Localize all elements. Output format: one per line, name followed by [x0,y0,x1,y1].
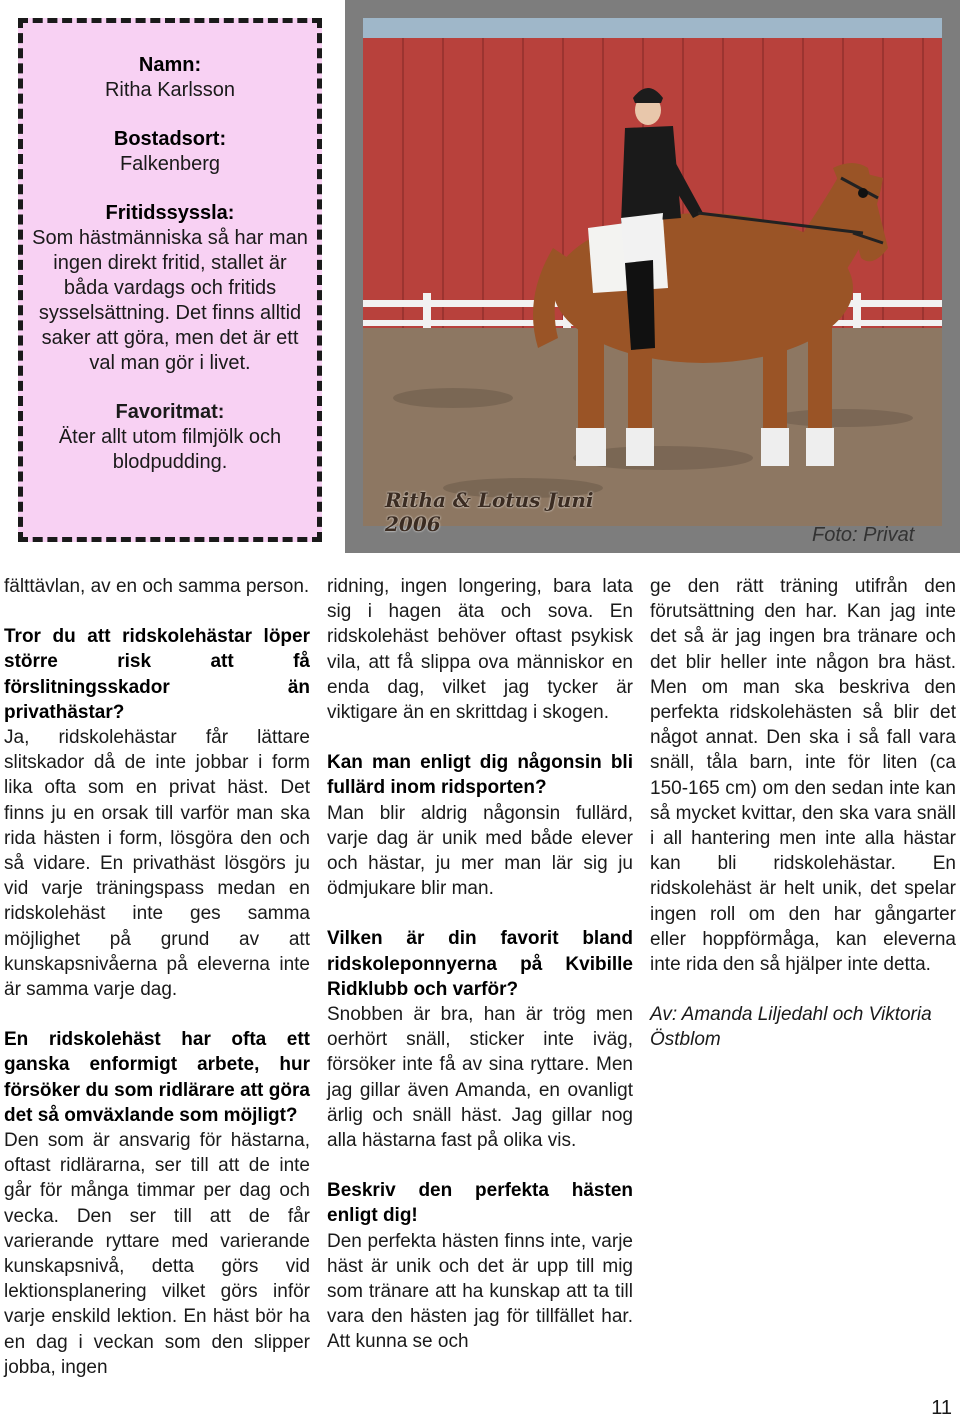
col3-text: ge den rätt träning utifrån den förutsättning den har. Kan jag inte det så är jag ingen bra tränare och det blir heller inte någon bra häst. Men om man ska beskriva den perfekta ridskolehästen så blir det något annat. Den ska i så fall vara snäll, tåla barn, inte för liten (ca 150-165 cm) om den sedan inte kan så mycket kvittar, den ska vara snäll i all hantering men inte alla hästar kan bli ridskolehästar. En ridskolehäst är helt unik, det spelar ingen roll om den har gångarter eller hoppförmåga, kan eleverna inte rida den så hjälper inte detta. [650,576,956,976]
residence-label: Bostadsort: [113,128,227,150]
name-label: Namn: [138,54,202,76]
article-column-3 [650,574,956,1053]
col2-question-3: Beskriv den perfekta hästen enligt dig! [327,1180,633,1227]
profile-hobby [23,201,317,376]
residence-value: Falkenberg [119,153,221,175]
col1-question-2: En ridskolehäst har ofta ett ganska enformigt arbete, hur försöker du som ridlärare att göra det så omväxlande som möjligt? [4,1029,310,1126]
profile-name [23,53,317,103]
page-number: 11 [931,1397,952,1419]
col1-answer-1: Ja, ridskolehästar får lättare slitskador då de inte jobbar i form lika ofta som en privat häst. Det finns ju en orsak till varför man ska rida hästen i form, lösgöra den och så vidare. En privathäst lösgörs ju vid varje träningspass medan en ridskolehäst inte ges samma möjlighet på grund av att kunskapsnivåerna på eleverna inte är samma varje dag. [4,727,310,1001]
col1-intro: fälttävlan, av en och samma person. [4,576,310,597]
rider-horse-photo [363,18,942,526]
photo-frame [345,0,960,553]
article-column-1 [4,574,310,1380]
hobby-label: Fritidssyssla: [105,202,235,224]
photo-credit: Foto: Privat [812,524,915,546]
food-label: Favoritmat: [115,401,225,423]
food-value: Äter allt utom filmjölk och blodpudding. [58,426,282,473]
col2-question-2: Vilken är din favorit bland ridskoleponnyerna på Kvibille Ridklubb och varför? [327,928,633,1000]
name-value: Ritha Karlsson [104,79,236,101]
col1-answer-2: Den som är ansvarig för hästarna, oftast ridlärarna, ser till att de inte går för många timmar per dag och vecka. Den ser till att de får varierande ryttare med varierande kunskapsnivå, detta görs vid lektionsplanering vilket görs inför varje enskild lektion. En häst bör ha en dag i veckan som den slipper jobba, ingen [4,1130,310,1378]
col2-answer-1: Man blir aldrig någonsin fullärd, varje dag är unik med både elever och hästar, ju mer man lär sig ju ödmjukare blir man. [327,802,633,900]
col1-question-1: Tror du att ridskolehästar löper större risk att få förslitningsskador än privathästar? [4,626,310,723]
col2-answer-3: Den perfekta hästen finns inte, varje häst är unik och det är upp till mig som tränare att ha kunskap att ta till vara den hästen jag för tillfället har. Att kunna se och [327,1230,633,1353]
profile-box [18,18,322,542]
col2-answer-2: Snobben är bra, han är trög men oerhört snäll, sticker inte iväg, försöker inte få av sina ryttare. Men jag gillar även Amanda, en ovanligt ärlig och snäll häst. Jag gillar nog alla hästarna fast på olika vis. [327,1004,633,1152]
col2-question-1: Kan man enligt dig någonsin bli fullärd inom ridsporten? [327,752,633,799]
photo-watermark: Ritha & Lotus Juni 2006 [385,488,594,536]
profile-food [23,400,317,475]
article-column-2 [327,574,633,1355]
profile-residence [23,127,317,177]
photo-illustration [363,18,942,526]
hobby-value: Som hästmänniska så har man ingen direkt fritid, stallet är båda vardags och fritids sysselsättning. Det finns alltid saker att göra, men det är ett val man gör i livet. [32,227,308,374]
byline: Av: Amanda Liljedahl och Viktoria Östblom [650,1004,932,1051]
col2-intro: ridning, ingen longering, bara lata sig i hagen äta och sova. En ridskolehäst behöver oftast psykisk vila, att få slippa ova människor en enda dag, vilket jag tycker är viktigare än en skrittdag i skogen. [327,576,633,724]
